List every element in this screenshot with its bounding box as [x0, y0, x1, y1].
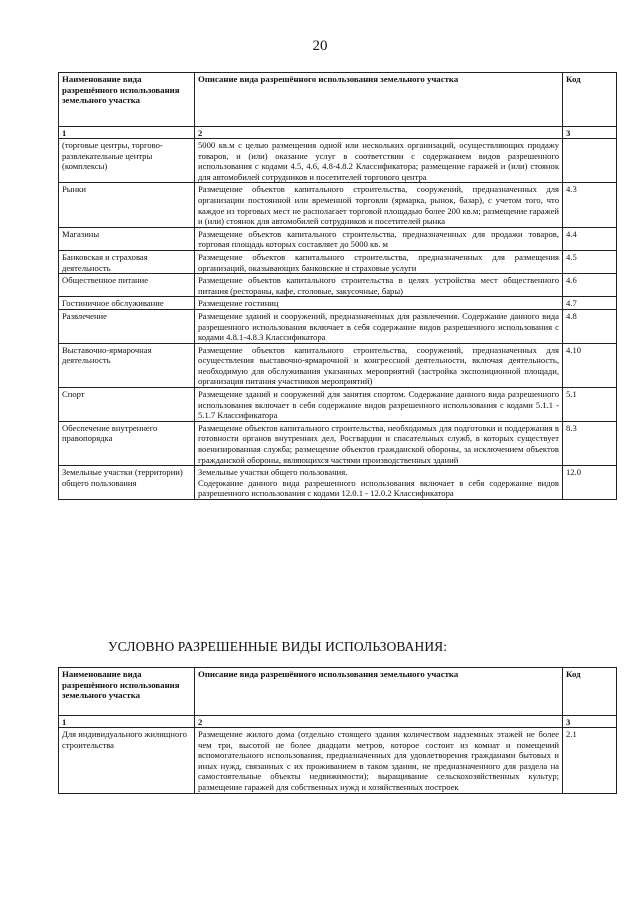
col-number-3: 3	[563, 127, 617, 139]
page-number: 20	[312, 38, 328, 54]
use-description-cell: 5000 кв.м с целью размещения одной или нескольких организаций, осуществляющих продажу товаров, и (или) оказание услуг в соответствии с содержанием видов разрешенного использования с кодами 4.5, 4.6, 4.8-4.8.2 Классификатора; размещение гаражей и (или) стоянок для автомобилей сотрудников и посетителей торгового центра	[195, 139, 563, 183]
table-row	[59, 139, 617, 183]
table-header-row	[59, 668, 617, 716]
use-description-cell: Размещение объектов капитального строительства, предназначенных для продажи товаров, торговая площадь которых составляет до 5000 кв. м	[195, 227, 563, 250]
conditional-uses-table	[58, 667, 617, 794]
header-description: Описание вида разрешённого использования земельного участка	[195, 73, 563, 127]
use-description-cell: Земельные участки общего пользования. Содержание данного вида разрешенного использования включает в себя содержание видов разрешенного использования с кодами 12.0.1 - 12.0.2 Классификатора	[195, 466, 563, 500]
use-name-cell: (торговые центры, торгово-развлекательные центры (комплексы)	[59, 139, 195, 183]
col-number-1: 1	[59, 716, 195, 728]
table-row	[59, 250, 617, 273]
column-number-row	[59, 716, 617, 728]
table-row	[59, 728, 617, 794]
use-description-cell: Размещение зданий и сооружений, предназначенных для развлечения. Содержание данного вида разрешенного использования включает в себя содержание видов разрешенного использования с кодами 4.8.1-4.8.3 Классификатора	[195, 309, 563, 343]
header-name: Наименование вида разрешённого использования земельного участка	[59, 73, 195, 127]
use-name-cell: Обеспечение внутреннего правопорядка	[59, 421, 195, 465]
use-name-cell: Банковская и страховая деятельность	[59, 250, 195, 273]
table-header-row	[59, 73, 617, 127]
use-code-cell	[563, 139, 617, 183]
use-name-cell: Развлечение	[59, 309, 195, 343]
use-code-cell: 4.5	[563, 250, 617, 273]
header-code: Код	[563, 73, 617, 127]
table-row	[59, 274, 617, 297]
use-code-cell: 4.4	[563, 227, 617, 250]
col-number-2: 2	[195, 127, 563, 139]
column-number-row	[59, 127, 617, 139]
use-description-cell: Размещение зданий и сооружений для занятия спортом. Содержание данного вида разрешенного использования включает в себя содержание видов разрешенного использования с кодами 5.1.1 - 5.1.7 Классификатора	[195, 388, 563, 422]
permitted-uses-table	[58, 72, 617, 500]
use-code-cell: 8.3	[563, 421, 617, 465]
col-number-3: 3	[563, 716, 617, 728]
table-row	[59, 466, 617, 500]
header-name: Наименование вида разрешённого использования земельного участка	[59, 668, 195, 716]
use-name-cell: Для индивидуального жилищного строительства	[59, 728, 195, 794]
use-description-cell: Размещение объектов капитального строительства, необходимых для подготовки и поддержания в готовности органов внутренних дел, Росгвардии и спасательных служб, в которых существует военизированная служба; размещение объектов гражданской обороны, за исключением объектов гражданской обороны, являющихся частями производственных зданий	[195, 421, 563, 465]
table-row	[59, 343, 617, 387]
use-name-cell: Выставочно-ярмарочная деятельность	[59, 343, 195, 387]
table-row	[59, 297, 617, 310]
use-description-cell: Размещение гостиниц	[195, 297, 563, 310]
use-name-cell: Гостиничное обслуживание	[59, 297, 195, 310]
use-code-cell: 2.1	[563, 728, 617, 794]
use-name-cell: Земельные участки (территории) общего пользования	[59, 466, 195, 500]
use-code-cell: 4.7	[563, 297, 617, 310]
table-row	[59, 388, 617, 422]
use-name-cell: Общественное питание	[59, 274, 195, 297]
header-code: Код	[563, 668, 617, 716]
use-code-cell: 4.8	[563, 309, 617, 343]
use-description-cell: Размещение жилого дома (отдельно стоящего здания количеством надземных этажей не более чем три, высотой не более двадцати метров, которое состоит из комнат и помещений вспомогательного использования, предназначенных для удовлетворения гражданами бытовых и иных нужд, связанных с их проживанием в таком здании, не предназначенного для раздела на самостоятельные объекты недвижимости); выращивание сельскохозяйственных культур; размещение гаражей для собственных нужд и хозяйственных построек	[195, 728, 563, 794]
use-description-cell: Размещение объектов капитального строительства, сооружений, предназначенных для осуществления выставочно-ярмарочной и конгрессной деятельности, включая деятельность, необходимую для обслуживания указанных мероприятий (застройка экспозиционной площади, организация питания участников мероприятий)	[195, 343, 563, 387]
use-name-cell: Магазины	[59, 227, 195, 250]
table-row	[59, 227, 617, 250]
col-number-2: 2	[195, 716, 563, 728]
use-name-cell: Спорт	[59, 388, 195, 422]
use-code-cell: 5.1	[563, 388, 617, 422]
header-description: Описание вида разрешённого использования земельного участка	[195, 668, 563, 716]
use-code-cell: 4.10	[563, 343, 617, 387]
table-row	[59, 421, 617, 465]
use-code-cell: 12.0	[563, 466, 617, 500]
use-description-cell: Размещение объектов капитального строительства в целях устройства мест общественного питания (рестораны, кафе, столовые, закусочные, бары)	[195, 274, 563, 297]
col-number-1: 1	[59, 127, 195, 139]
use-description-cell: Размещение объектов капитального строительства, сооружений, предназначенных для организации постоянной или временной торговли (ярмарка, рынок, базар), с учетом того, что каждое из торговых мест не располагает торговой площадью более 200 кв.м; размещение гаражей и (или) стоянок для автомобилей сотрудников и посетителей рынка	[195, 183, 563, 227]
use-description-cell: Размещение объектов капитального строительства, предназначенных для размещения организаций, оказывающих банковские и страховые услуги	[195, 250, 563, 273]
use-name-cell: Рынки	[59, 183, 195, 227]
use-code-cell: 4.6	[563, 274, 617, 297]
use-code-cell: 4.3	[563, 183, 617, 227]
table-row	[59, 183, 617, 227]
section-title: УСЛОВНО РАЗРЕШЕННЫЕ ВИДЫ ИСПОЛЬЗОВАНИЯ:	[108, 639, 448, 654]
table-row	[59, 309, 617, 343]
